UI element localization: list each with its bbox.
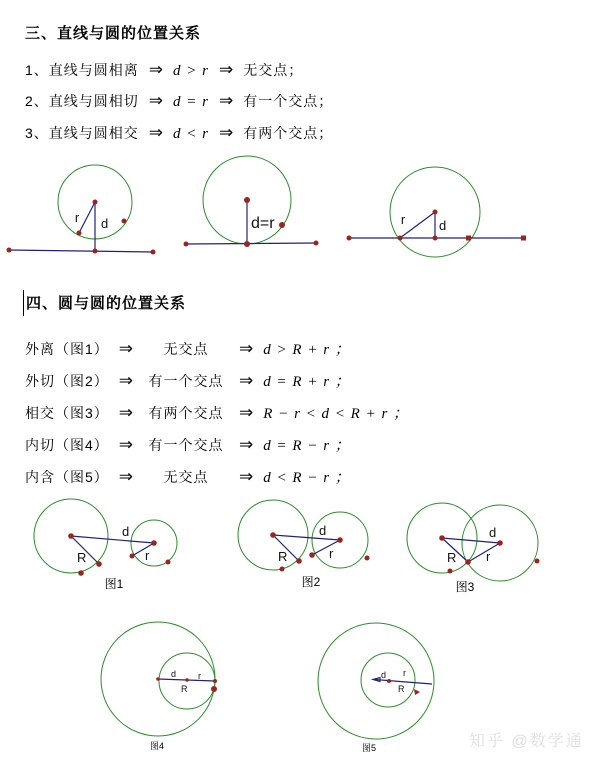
implies-arrow-icon: ⇒	[118, 467, 134, 486]
implies-arrow-icon: ⇒	[219, 60, 234, 79]
item-label: 相交（图3）	[25, 405, 109, 421]
figure-caption: 图4	[149, 741, 165, 751]
diagram-line-circle-tangent	[180, 152, 325, 252]
item-condition: d < r	[173, 126, 210, 142]
big-radius-label: R	[398, 684, 405, 694]
item-condition: d > R + r ；	[263, 342, 351, 358]
implies-arrow-icon: ⇒	[239, 339, 254, 358]
figure-caption: 图2	[301, 575, 321, 589]
item-condition: d = R + r ；	[263, 374, 351, 390]
tangent-label: d=r	[251, 215, 275, 232]
small-radius-label: r	[403, 668, 406, 678]
diagram-fig3-intersect	[405, 487, 575, 599]
implies-arrow-icon: ⇒	[118, 371, 134, 390]
implies-arrow-icon: ⇒	[219, 123, 234, 142]
zhihu-watermark: 知乎 @数学通	[469, 733, 584, 750]
figure-caption: 图5	[361, 743, 377, 753]
small-radius-label: r	[145, 548, 150, 563]
item-label: 1、直线与圆相离	[25, 62, 139, 78]
figure-caption: 图3	[455, 580, 475, 594]
implies-arrow-icon: ⇒	[239, 467, 254, 486]
implies-arrow-icon: ⇒	[239, 403, 254, 422]
line-circle-item-3	[25, 123, 333, 143]
implies-arrow-icon: ⇒	[239, 371, 254, 390]
section3-heading: 三、直线与圆的位置关系	[25, 25, 202, 42]
red-arrowhead-icon	[414, 689, 420, 695]
item-label: 外离（图1）	[25, 341, 109, 357]
item-label: 3、直线与圆相交	[25, 125, 139, 141]
distance-label: d	[171, 669, 177, 679]
circle-circle-item-3	[25, 402, 409, 423]
line-circle-item-2	[25, 91, 333, 111]
big-radius-label: R	[278, 549, 288, 564]
implies-arrow-icon: ⇒	[148, 91, 164, 110]
item-label: 外切（图2）	[25, 373, 109, 389]
big-radius-label: R	[447, 550, 457, 565]
implies-arrow-icon: ⇒	[148, 60, 164, 79]
implies-arrow-icon: ⇒	[118, 435, 134, 454]
distance-label: d	[439, 218, 447, 233]
circle-circle-item-2	[25, 370, 351, 391]
radius-label: r	[400, 212, 406, 227]
distance-label: d	[101, 216, 109, 231]
figure-caption: 图1	[104, 577, 124, 591]
item-points: 有两个交点	[148, 405, 224, 421]
distance-label: d	[319, 523, 327, 538]
item-result: 有一个交点；	[243, 93, 334, 109]
small-radius-label: r	[486, 549, 491, 564]
item-label: 内切（图4）	[25, 437, 109, 453]
diagram-line-circle-apart	[5, 156, 165, 264]
big-radius-label: R	[77, 550, 87, 565]
item-label: 内含（图5）	[25, 469, 109, 485]
line-circle-item-1	[25, 60, 303, 80]
item-points: 无交点	[163, 469, 209, 485]
small-radius-label: r	[198, 671, 201, 681]
text-cursor	[23, 290, 24, 316]
big-radius-label: R	[181, 684, 188, 694]
diagram-fig5-containment	[315, 616, 450, 764]
circle-circle-item-4	[25, 434, 351, 455]
implies-arrow-icon: ⇒	[118, 339, 134, 358]
item-condition: d = R − r ；	[263, 438, 351, 454]
diagram-fig2-external-tangent	[230, 483, 400, 598]
implies-arrow-icon: ⇒	[148, 123, 164, 142]
implies-arrow-icon: ⇒	[239, 435, 254, 454]
diagram-fig4-internal-tangent	[95, 616, 245, 758]
radius-label: r	[74, 210, 80, 225]
item-result: 有两个交点；	[243, 125, 334, 141]
distance-label: d	[489, 525, 497, 540]
item-points: 有一个交点	[148, 373, 224, 389]
item-points: 无交点	[163, 341, 209, 357]
implies-arrow-icon: ⇒	[118, 403, 134, 422]
item-condition: d > r	[173, 63, 210, 79]
item-label: 2、直线与圆相切	[25, 93, 139, 109]
implies-arrow-icon: ⇒	[219, 91, 234, 110]
diagram-fig1-separate	[25, 487, 210, 597]
item-condition: d < R − r ；	[263, 470, 351, 486]
item-condition: d = r	[173, 94, 210, 110]
distance-label: d	[381, 670, 387, 680]
item-result: 无交点；	[243, 62, 304, 78]
item-condition: R − r < d < R + r ；	[263, 406, 410, 422]
diagram-line-circle-intersect	[340, 155, 535, 250]
small-radius-label: r	[329, 546, 334, 561]
distance-label: d	[122, 524, 130, 539]
circle-circle-item-1	[25, 338, 351, 359]
item-points: 有一个交点	[148, 437, 224, 453]
section4-heading: 四、圆与圆的位置关系	[26, 295, 187, 312]
